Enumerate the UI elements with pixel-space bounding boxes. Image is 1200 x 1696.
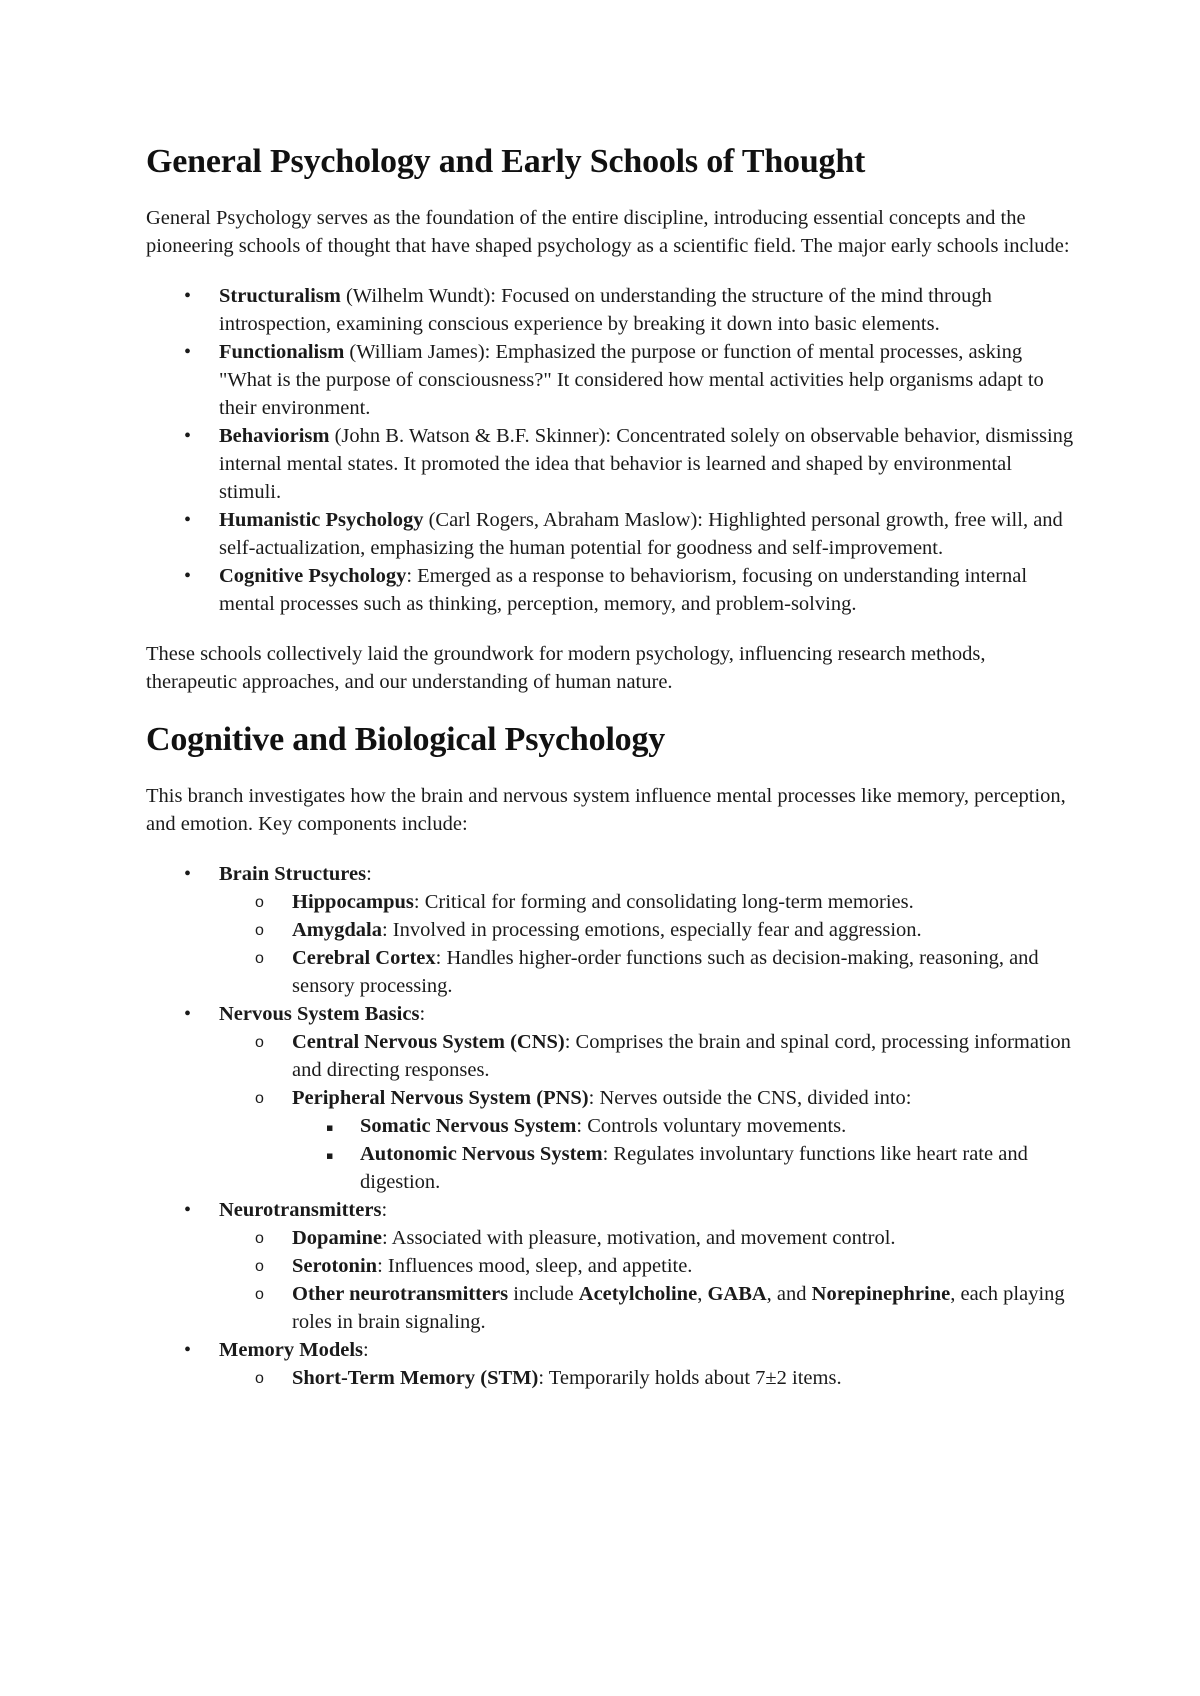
list-item-memory-models	[146, 1336, 1076, 1392]
sublist-item-cerebral-cortex	[255, 944, 1076, 1000]
description: : Controls voluntary movements.	[576, 1115, 847, 1137]
section-intro-cognitive-biological: This branch investigates how the brain and nervous system influence mental processes like memory, perception, and emotion. Key components include:	[146, 785, 1066, 835]
list-item-brain-structures	[146, 860, 1076, 1000]
description: : Handles higher-order functions such as decision-making, reasoning, and sensory processing.	[292, 947, 1039, 997]
sublist	[255, 1028, 1076, 1196]
bullet-marker: •	[184, 285, 192, 307]
sublist-item-other-neurotransmitters	[255, 1280, 1076, 1336]
term-acetylcholine: Acetylcholine	[578, 1283, 698, 1305]
description: : Nerves outside the CNS, divided into:	[588, 1087, 912, 1109]
sub-sublist-item-autonomic	[326, 1140, 1076, 1196]
term: Functionalism	[219, 341, 345, 363]
square-marker: ▪	[326, 1121, 334, 1134]
bullet-marker: •	[184, 509, 192, 531]
text: , and	[766, 1283, 812, 1305]
term: Hippocampus	[292, 891, 414, 913]
term: Dopamine	[292, 1227, 382, 1249]
circle-marker: o	[255, 1034, 264, 1051]
description: (John B. Watson & B.F. Skinner): Concentrated solely on observable behavior, dismissing internal mental states. It promoted the idea that behavior is learned and shaped by environmental stimuli.	[219, 425, 1074, 503]
bullet-marker: •	[184, 425, 192, 447]
description: : Emerged as a response to behaviorism, focusing on understanding internal mental processes such as thinking, perception, memory, and problem-solving.	[219, 565, 1028, 615]
sublist	[255, 888, 1076, 1000]
sublist-item-dopamine	[255, 1224, 1076, 1252]
list-item-structuralism	[146, 282, 1076, 338]
term: Peripheral Nervous System (PNS)	[292, 1087, 589, 1109]
list-item-nervous-system	[146, 1000, 1076, 1196]
document-page	[146, 140, 1076, 1392]
description: (William James): Emphasized the purpose or function of mental processes, asking "What is the purpose of consciousness?" It considered how mental activities help organisms adapt to their environment.	[219, 341, 1044, 419]
sublist-item-serotonin	[255, 1252, 1076, 1280]
section-title-general-psychology: General Psychology and Early Schools of Thought	[146, 143, 866, 180]
term: Brain Structures	[219, 863, 367, 885]
term: Autonomic Nervous System	[360, 1143, 603, 1165]
term: Short-Term Memory (STM)	[292, 1367, 539, 1389]
sublist	[255, 1224, 1076, 1336]
bullet-marker: •	[184, 863, 192, 885]
term-norepinephrine: Norepinephrine	[811, 1283, 951, 1305]
section-outro-general-psychology: These schools collectively laid the groundwork for modern psychology, influencing research methods, therapeutic approaches, and our understanding of human nature.	[146, 643, 986, 693]
circle-marker: o	[255, 1230, 264, 1247]
description: : Involved in processing emotions, especially fear and aggression.	[381, 919, 922, 941]
bullet-marker: •	[184, 1339, 192, 1361]
term: Humanistic Psychology	[219, 509, 424, 531]
square-marker: ▪	[326, 1149, 334, 1162]
circle-marker: o	[255, 950, 264, 967]
description: : Influences mood, sleep, and appetite.	[377, 1255, 693, 1277]
description: : Critical for forming and consolidating long-term memories.	[413, 891, 914, 913]
description: (Wilhelm Wundt): Focused on understanding the structure of the mind through introspection, examining conscious experience by breaking it down into basic elements.	[219, 285, 992, 335]
term: Nervous System Basics	[219, 1003, 420, 1025]
term: Central Nervous System (CNS)	[292, 1031, 565, 1053]
text: , each playing roles in brain signaling.	[292, 1283, 1065, 1333]
circle-marker: o	[255, 1286, 264, 1303]
suffix: :	[419, 1003, 426, 1025]
text: include	[508, 1283, 579, 1305]
schools-list	[146, 282, 1076, 618]
circle-marker: o	[255, 1258, 264, 1275]
suffix: :	[381, 1199, 388, 1221]
suffix: :	[366, 863, 372, 885]
term-gaba: GABA	[707, 1283, 767, 1305]
term: Neurotransmitters	[219, 1199, 382, 1221]
sublist-item-stm	[255, 1364, 1076, 1392]
description: (Carl Rogers, Abraham Maslow): Highlighted personal growth, free will, and self-actualization, emphasizing the human potential for goodness and self-improvement.	[219, 509, 1063, 559]
bullet-marker: •	[184, 1003, 192, 1025]
sub-sublist	[326, 1112, 1076, 1196]
description: : Regulates involuntary functions like heart rate and digestion.	[360, 1143, 1028, 1193]
circle-marker: o	[255, 1090, 264, 1107]
sublist-item-hippocampus	[255, 888, 1076, 916]
term: Cerebral Cortex	[292, 947, 436, 969]
bullet-marker: •	[184, 341, 192, 363]
term: Amygdala	[292, 919, 382, 941]
components-list	[146, 860, 1076, 1392]
section-intro-general-psychology: General Psychology serves as the foundation of the entire discipline, introducing essential concepts and the pioneering schools of thought that have shaped psychology as a scientific field. The major early schools include:	[146, 207, 1070, 257]
list-item-cognitive	[146, 562, 1076, 618]
term: Somatic Nervous System	[360, 1115, 577, 1137]
sublist	[255, 1364, 1076, 1392]
description: : Associated with pleasure, motivation, and movement control.	[381, 1227, 896, 1249]
term: Structuralism	[219, 285, 341, 307]
bullet-marker: •	[184, 1199, 192, 1221]
term: Behaviorism	[219, 425, 330, 447]
sublist-item-cns	[255, 1028, 1076, 1084]
list-item-functionalism	[146, 338, 1076, 422]
sublist-item-pns	[255, 1084, 1076, 1196]
sublist-item-amygdala	[255, 916, 1076, 944]
text: ,	[697, 1283, 708, 1305]
description: : Comprises the brain and spinal cord, processing information and directing responses.	[292, 1031, 1071, 1081]
bullet-marker: •	[184, 565, 192, 587]
suffix: :	[363, 1339, 369, 1361]
term: Memory Models	[219, 1339, 364, 1361]
circle-marker: o	[255, 894, 264, 911]
term: Cognitive Psychology	[219, 565, 407, 587]
term: Serotonin	[292, 1255, 378, 1277]
circle-marker: o	[255, 1370, 264, 1387]
description: : Temporarily holds about 7±2 items.	[538, 1367, 842, 1389]
list-item-behaviorism	[146, 422, 1076, 506]
list-item-neurotransmitters	[146, 1196, 1076, 1336]
sub-sublist-item-somatic	[326, 1112, 1076, 1140]
section-title-cognitive-biological: Cognitive and Biological Psychology	[146, 721, 666, 758]
list-item-humanistic	[146, 506, 1076, 562]
term: Other neurotransmitters	[292, 1283, 509, 1305]
circle-marker: o	[255, 922, 264, 939]
